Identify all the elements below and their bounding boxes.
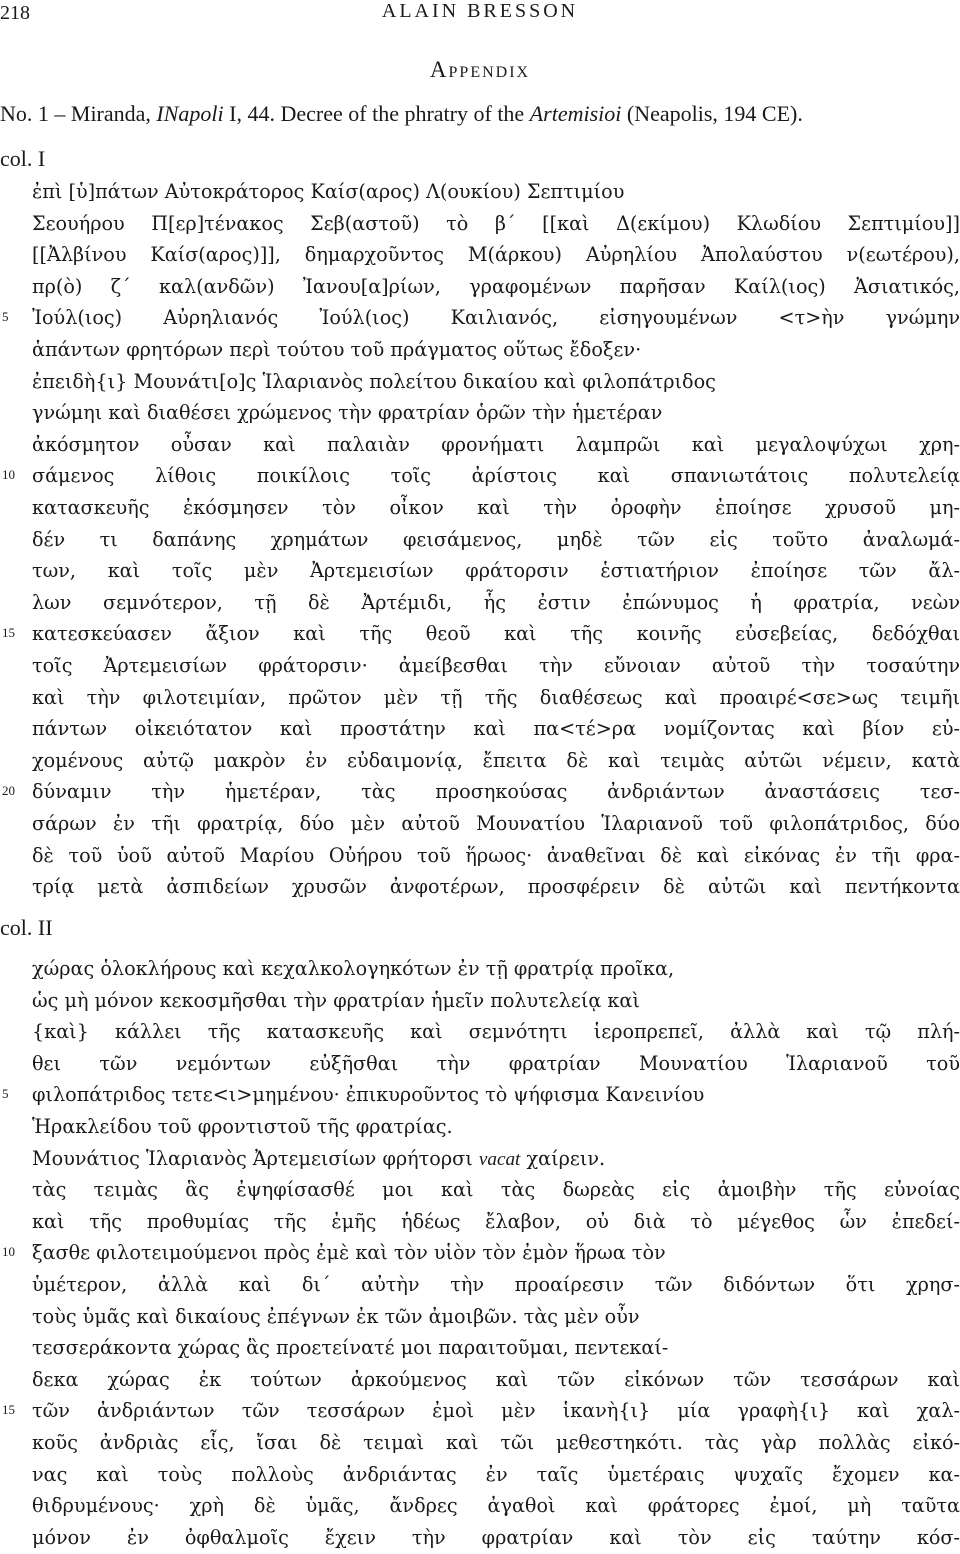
text-line: Μουνάτιος Ἱλαριανὸς Ἀρτεμεισίων φρήτορσι vacat χαίρειν. (32, 1146, 606, 1170)
text-line: θιδρυμένους· χρὴ δὲ ὑμᾶς, ἄνδρες ἀγαθοὶ καὶ φράτορες ἐμοί, μὴ ταῦτα (32, 1494, 960, 1518)
text-line: Ἡρακλείδου τοῦ φροντιστοῦ τῆς φρατρίας. (32, 1115, 453, 1138)
text-line: ἐπειδὴ{ι} Μουνάτι[ο]ς Ἱλαριανὸς πολείτου δικαίου καὶ φιλοπάτριδος (32, 369, 716, 393)
heading-prefix: No. 1 – Miranda, (0, 101, 157, 126)
text-line: πάντων οἰκειότατον καὶ προστάτην καὶ πα<τέ>ρα νομίζοντας καὶ βίον εὐ- (32, 717, 960, 741)
text-line: δέν τι δαπάνης χρημάτων φεισάμενος, μηδὲ τῶν εἰς τοῦτο ἀναλωμά- (32, 527, 960, 551)
text-line: {καὶ} κάλλει τῆς κατασκευῆς καὶ σεμνότητι ἱεροπρεπεῖ, ἀλλὰ καὶ τῷ πλή- (32, 1020, 960, 1044)
heading-source: INapoli (156, 101, 224, 126)
text-line: δύναμιν τὴν ἡμετέραν, τὰς προσηκούσας ἀνδριάντων ἀναστάσεις τεσ- (32, 780, 960, 804)
text-line: τοῖς Ἀρτεμεισίων φράτορσιν· ἀμείβεσθαι τὴν εὔνοιαν αὐτοῦ τὴν τοσαύτην (32, 654, 960, 677)
text-line: μόνον ἐν ὀφθαλμοῖς ἔχειν τὴν φρατρίαν καὶ τὸν εἰς ταύτην κόσ- (32, 1525, 960, 1549)
text-line: [[Ἀλβίνου Καίσ(αρος)]], δημαρχοῦντος Μ(άρκου) Αὐρηλίου Ἀπολαύστου ν(εωτέρου), (32, 243, 960, 267)
appendix-title: Appendix (429, 57, 531, 82)
text-line: Ἰούλ(ιος) Αὐρηλιανός Ἰούλ(ιος) Καιλιανός, εἰσηγουμένων <τ>ὴν γνώμην (32, 306, 960, 330)
heading-suffix: (Neapolis, 194 CE). (621, 101, 803, 126)
line-number: 5 (2, 1086, 9, 1102)
text-line: δεκα χώρας ἐκ τούτων ἀρκούμενος καὶ τῶν εἰκόνων τῶν τεσσάρων καὶ (32, 1367, 960, 1391)
text-line: ἐπὶ [ὑ]πάτων Αὐτοκράτορος Καίσ(αρος) Λ(ουκίου) Σεπτιμίου (32, 180, 625, 203)
text-line: φιλοπάτριδος τετε<ι>μημένου· ἐπικυροῦντος τὸ ψήφισμα Κανεινίου (32, 1083, 705, 1107)
text-line: κοῦς ἀνδριὰς εἷς, ἴσαι δὲ τειμαὶ καὶ τῶι μεθεστηκότι. τὰς γὰρ πολλὰς εἰκό- (32, 1431, 960, 1454)
text-line: καὶ τὴν φιλοτειμίαν, πρῶτον μὲν τῇ τῆς διαθέσεως καὶ προαιρέ<σε>ως τειμῆι (32, 685, 960, 709)
text-line: Σεουήρου Π[ερ]τένακος Σεβ(αστοῦ) τὸ β´ [[καὶ Δ(εκίμου) Κλωδίου Σεπτιμίου]] (32, 211, 960, 235)
line-number: 15 (2, 625, 15, 641)
text-line: χομένους αὐτῷ μακρὸν ἐν εὐδαιμονίᾳ, ἔπειτα δὲ καὶ τειμὰς αὐτῶι νέμειν, κατὰ (32, 748, 960, 772)
text-line: πρ(ὸ) ζ´ καλ(ανδῶν) Ἰανου[α]ρίων, γραφομένων παρῆσαν Καίλ(ιος) Ἀσιατικός, (32, 274, 960, 298)
text-line: κατεσκεύασεν ἄξιον καὶ τῆς θεοῦ καὶ τῆς κοινῆς εὐσεβείας, δεδόχθαι (32, 622, 960, 646)
text-line: χώρας ὁλοκλήρους καὶ κεχαλκολογηκότων ἐν τῇ φρατρίᾳ προῖκα, (32, 957, 675, 980)
heading-middle: I, 44. Decree of the phratry of the (223, 101, 530, 126)
column-label: col. I (0, 146, 46, 171)
text-line: καὶ τῆς προθυμίας τῆς ἐμῆς ἡδέως ἔλαβον, οὐ διὰ τὸ μέγεθος ὧν ἐπεδεί- (32, 1209, 960, 1233)
text-line: τοὺς ὑμᾶς καὶ δικαίους ἐπέγνων ἐκ τῶν ἀμοιβῶν. τὰς μὲν οὖν (32, 1304, 640, 1328)
line-number: 5 (2, 309, 9, 325)
text-line: ἀκόσμητον οὖσαν καὶ παλαιὰν φρονήματι λαμπρῶι καὶ μεγαλοψύχωι χρη- (32, 432, 960, 456)
text-line: τῶν ἀνδριάντων τῶν τεσσάρων ἐμοὶ μὲν ἱκανὴ{ι} μία γραφὴ{ι} καὶ χαλ- (32, 1399, 960, 1423)
text-line: ξασθε φιλοτειμούμενοι πρὸς ἐμὲ καὶ τὸν υἱὸν τὸν ἐμὸν ἥρωα τὸν (32, 1241, 666, 1265)
text-line: τὰς τειμὰς ἃς ἐψηφίσασθέ μοι καὶ τὰς δωρεὰς εἰς ἀμοιβὴν τῆς εὐνοίας (32, 1178, 960, 1202)
text-line: κατασκευῆς ἐκόσμησεν τὸν οἶκον καὶ τὴν ὀροφὴν ἐποίησε χρυσοῦ μη- (32, 496, 960, 519)
text-line: νας καὶ τοὺς πολλοὺς ἀνδριάντας ἐν ταῖς ὑμετέραις ψυχαῖς ἔχομεν κα- (32, 1462, 960, 1486)
text-line: θει τῶν νεμόντων εὐξῆσθαι τὴν φρατρίαν Μουνατίου Ἱλαριανοῦ τοῦ (32, 1051, 960, 1075)
text-line: ἁπάντων φρητόρων περὶ τούτου τοῦ πράγματος οὕτως ἔδοξεν· (32, 338, 642, 361)
text-line: σάρων ἐν τῆι φρατρίᾳ, δύο μὲν αὐτοῦ Μουνατίου Ἱλαριανοῦ τοῦ φιλοπάτριδος, δύο (32, 812, 960, 835)
text-line: δὲ τοῦ ὑοῦ αὐτοῦ Μαρίου Οὐήρου τοῦ ἥρωος· ἀναθεῖναι δὲ καὶ εἰκόνας ἐν τῆι φρα- (32, 843, 960, 867)
text-line: λων σεμνότερον, τῇ δὲ Ἀρτέμιδι, ἧς ἐστιν ἐπώνυμος ἡ φρατρία, νεὼν (32, 590, 960, 614)
document-heading (0, 101, 803, 127)
text-line: γνώμηι καὶ διαθέσει χρώμενος τὴν φρατρίαν ὁρῶν τὴν ἡμετέραν (32, 401, 663, 425)
text-line: των, καὶ τοῖς μὲν Ἀρτεμεισίων φράτορσιν ἑστιατήριον ἐποίησε τῶν ἄλ- (32, 559, 960, 583)
text-line: τρίᾳ μετὰ ἀσπιδείων χρυσῶν ἀνφοτέρων, προσφέρειν δὲ αὐτῶι καὶ πεντήκοντα (32, 875, 960, 899)
line-number: 20 (2, 783, 15, 799)
text-line: ὑμέτερον, ἀλλὰ καὶ δι´ αὐτὴν τὴν προαίρεσιν τῶν διδόντων ὅτι χρησ- (32, 1273, 960, 1296)
column-label: col. II (0, 915, 53, 940)
text-line: ὡς μὴ μόνον κεκοσμῆσθαι τὴν φρατρίαν ἡμεῖν πολυτελείᾳ καὶ (32, 988, 640, 1012)
vacat-mark: vacat (478, 1148, 521, 1170)
line-number: 15 (2, 1402, 15, 1418)
text-line: σάμενος λίθοις ποικίλοις τοῖς ἀρίστοις καὶ σπανιωτάτοις πολυτελείᾳ (32, 464, 960, 488)
running-head: ALAIN BRESSON (381, 0, 579, 22)
heading-group: Artemisioi (529, 101, 622, 126)
page-number: 218 (0, 2, 30, 24)
text-line: τεσσεράκοντα χώρας ἃς προετείνατέ μοι παραιτοῦμαι, πεντεκαί- (32, 1336, 669, 1360)
line-number: 10 (2, 467, 15, 483)
line-number: 10 (2, 1244, 15, 1260)
